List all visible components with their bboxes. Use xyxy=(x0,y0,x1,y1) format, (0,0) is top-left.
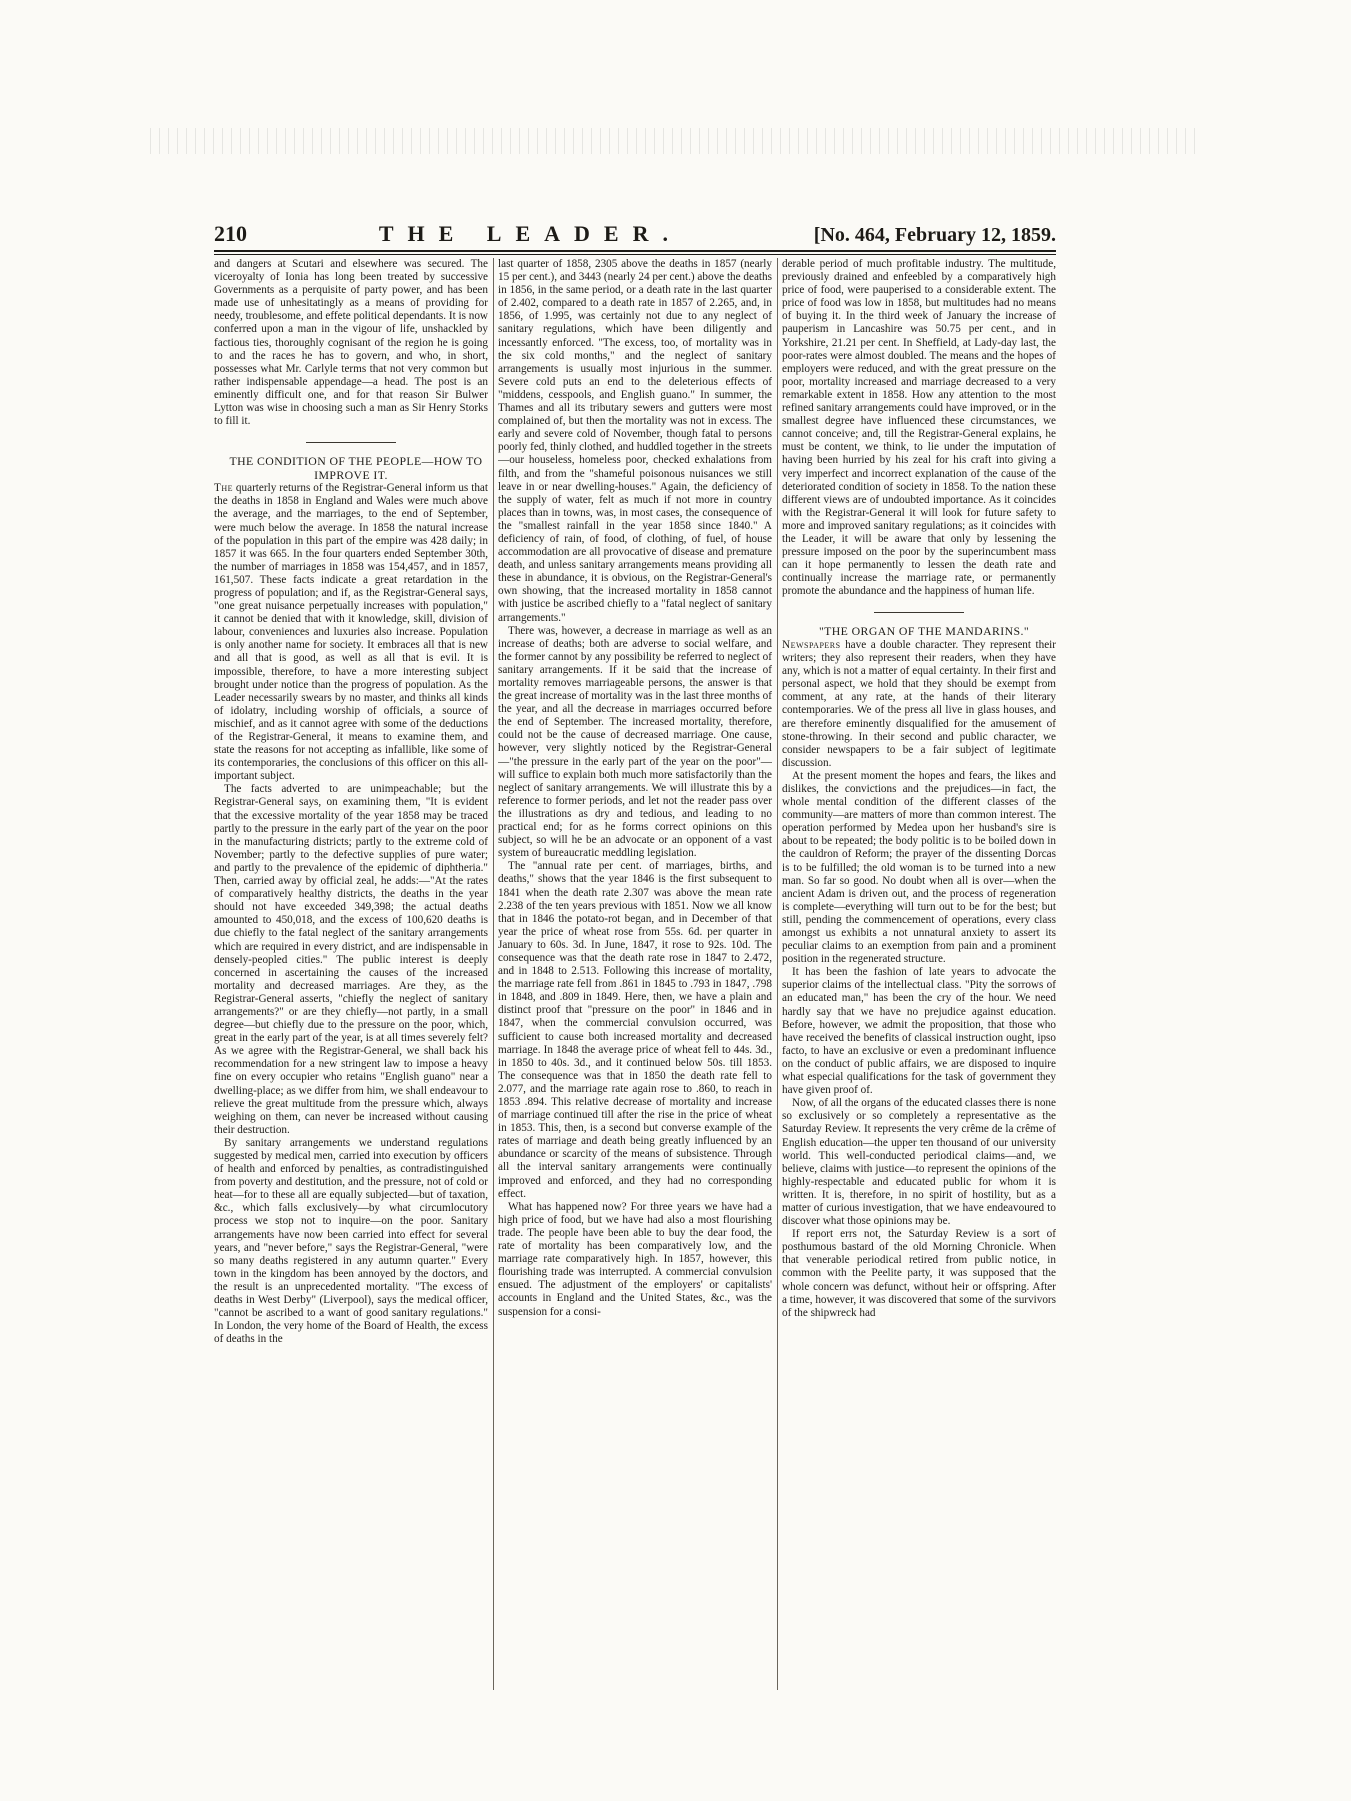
column-1 xyxy=(214,258,488,1690)
paragraph-text: have a double character. They represent their writers; they also represent their readers, when they have any, which is not a matter of equal certainty. In their first and personal aspect, we hold that they should be exempt from comment, at any rate, at the hands of their literary contemporaries. We of the press all live in glass houses, and are therefore eminently disqualified for the amusement of stone-throwing. In their second and public character, we consider newspapers to be a fair subject of legitimate discussion. xyxy=(782,638,1056,769)
issue-date: [No. 464, February 12, 1859. xyxy=(813,224,1056,246)
section-divider xyxy=(874,612,964,613)
column2-paragraph: There was, however, a decrease in marriage as well as an increase of deaths; both are adverse to social welfare, and the former cannot by any possibility be referred to neglect of sanitary arrangements. If it be said that the increase of mortality removes marriageable persons, the answer is that the great increase of mortality was in the last three months of the year, and all the decrease in marriages occurred before the end of September. The increased mortality, therefore, could not be the cause of decreased marriage. One cause, however, very slightly noticed by the Registrar-General—"the pressure in the early part of the year on the poor"—will suffice to explain both much more satisfactorily than the neglect of sanitary arrangements. We will illustrate this by a reference to former periods, and let not the reader pass over the illustrations as dry and tedious, and leading to no practical end; for as he forms correct opinions on this subject, so will he be an advocate or an opponent of a vast system of bureaucratic meddling legislation. xyxy=(498,624,772,860)
article-heading: THE CONDITION OF THE PEOPLE—HOW TO IMPROVE IT. xyxy=(229,454,483,482)
column-3 xyxy=(782,258,1056,1690)
column2-paragraph: The "annual rate per cent. of marriages, births, and deaths," shows that the year 1846 is the first subsequent to 1841 when the death rate 2.307 was above the mean rate 2.238 of the ten years previous with 1851. Now we all know that in 1846 the potato-rot began, and in December of that year the price of wheat rose from 55s. 6d. per quarter in January to 60s. 3d. In June, 1847, it rose to 92s. 10d. The consequence was that the death rate rose in 1847 to 2.472, and in 1848 to 2.513. Following this increase of mortality, the marriage rate fell from .861 in 1845 to .793 in 1847, .798 in 1848, and .809 in 1849. Here, then, we have a plain and distinct proof that "pressure on the poor" in 1846 and in 1847, when the commercial convulsion occurred, was sufficient to cause both increased mortality and decreased marriage. In 1848 the average price of wheat fell to 44s. 3d., in 1850 to 40s. 3d., and it continued below 50s. till 1853. The consequence was that in 1850 the death rate fell to 2.077, and the marriage rate again rose to .860, to reach in 1853 .894. This relative decrease of mortality and increase of marriage continued till after the rise in the price of wheat in 1853. This, then, is a second but converse example of the rates of marriage and death being greatly influenced by an abundance or scarcity of the means of subsistence. Through all the interval sanitary arrangements were continually improved and enforced, and they had no corresponding effect. xyxy=(498,860,772,1200)
column1-paragraph: By sanitary arrangements we understand regulations suggested by medical men, carried into execution by officers of health and enforced by penalties, as contradistinguished from poverty and destitution, and the pressure, not of cold or heat—for to these all are equally subjected—but of taxation, &c., which falls exclusively—by what circumlocutory process we stop not to inquire—on the poor. Sanitary arrangements have now been carried into effect for several years, and "never before," says the Registrar-General, "were so many deaths registered in any autumn quarter." Every town in the kingdom has been annoyed by the doctors, and the result is an unprecedented mortality. "The excess of deaths in West Derby" (Liverpool), says the medical officer, "cannot be ascribed to a want of good sanitary regulations." In London, the very home of the Board of Health, the excess of deaths in the xyxy=(214,1136,488,1346)
scan-noise xyxy=(150,128,1200,154)
column3-paragraph: If report errs not, the Saturday Review is a sort of posthumous bastard of the old Morning Chronicle. When that venerable periodical retired from public notice, in common with the Peelite party, it was supposed that the whole concern was defunct, without heir or offspring. After a time, however, it was discovered that some of the survivors of the shipwreck had xyxy=(782,1228,1056,1319)
column-separator xyxy=(777,258,778,1690)
lead-word: The xyxy=(214,482,233,495)
article-columns xyxy=(214,258,1056,1690)
column1-paragraph xyxy=(214,482,488,783)
column-2 xyxy=(498,258,772,1690)
paragraph-text: quarterly returns of the Registrar-General inform us that the deaths in 1858 in England and Wales were much above the average, and the marriages, to the end of September, were much below the average. In 1858 the natural increase of the population in this part of the empire was 428 daily; in 1857 it was 665. In the four quarters ended September 30th, the number of marriages in 1858 was 154,457, and in 1857, 161,507. These facts indicate a great retardation in the progress of population; and if, as the Registrar-General says, "one great nuisance perpetually increases with population," it cannot be denied that with it knowledge, skill, division of labour, conveniences and luxuries also increase. Population is only another name for society. It embraces all that is new and all that is good, as well as all that is evil. It is impossible, therefore, to have a more interesting subject brought under notice than the progress of population. As the Leader necessarily swears by no master, and thinks all kinds of idolatry, including worship of officials, a source of mischief, and as it cannot agree with some of the deductions of the Registrar-General, it means to examine them, and state the reasons for not accepting as infallible, like some of its contemporaries, the conclusions of this officer on this all-important subject. xyxy=(214,482,488,783)
section-divider xyxy=(306,442,396,443)
lead-word: Newspapers xyxy=(782,638,841,651)
column2-paragraph: last quarter of 1858, 2305 above the deaths in 1857 (nearly 15 per cent.), and 3443 (nearly 24 per cent.) above the deaths in 1856, in the same period, or a death rate in the last quarter of 2.402, compared to a death rate in 1857 of 2.265, and, in 1856, of 1.995, was certainly not due to any neglect of sanitary regulations, which have been diligently and incessantly enforced. "The excess, too, of mortality was in the six cold months," and the neglect of sanitary arrangements is usually most injurious in the summer. Severe cold puts an end to the deleterious effects of "middens, cesspools, and English guano." In summer, the Thames and all its tributary sewers and gutters were most complained of, but then the mortality was not in excess. The early and severe cold of November, though fatal to persons poorly fed, thinly clothed, and huddled together in the streets—our houseless, homeless poor, checked exhalations from filth, and from the "shameful poisonous nuisances we still leave in or near dwelling-houses." Again, the deficiency of the supply of water, felt as much if not more in country places than in towns, was, in most cases, the consequence of the "smallest rainfall in the year 1858 since 1840." A deficiency of rain, of food, of clothing, of fuel, of house accommodation are all provocative of disease and premature death, and unless sanitary arrangements means providing all these in abundance, it is obvious, on the Registrar-General's own showing, that the increased mortality in 1858 cannot with justice be ascribed chiefly to a "fatal neglect of sanitary arrangements." xyxy=(498,258,772,624)
newspaper-title: THE LEADER. xyxy=(378,221,682,246)
column-separator xyxy=(493,258,494,1690)
column3-paragraph: Now, of all the organs of the educated classes there is none so exclusively or so completely a representative as the Saturday Review. It represents the very crême de la crême of English education—the upper ten thousand of our university world. This well-conducted periodical claims—and, we believe, claims with justice—to represent the opinions of the highly-respectable and educated public for whom it is written. It is, therefore, in no spirit of hostility, but as a matter of curious investigation, that we have endeavoured to discover what those opinions may be. xyxy=(782,1097,1056,1228)
column1-paragraph: The facts adverted to are unimpeachable; but the Registrar-General says, on examining them, "It is evident that the excessive mortality of the year 1858 may be traced partly to the pressure in the early part of the year on the poor in the manufacturing districts; partly to the extreme cold of November; partly to the defective supplies of pure water; and partly to the prevalence of the epidemic of diphtheria." Then, carried away by official zeal, he adds:—"At the rates of comparatively healthy districts, the deaths in the year should not have exceeded 349,398; the actual deaths amounted to 450,018, and the excess of 100,620 deaths is due chiefly to the fatal neglect of the sanitary arrangements which are required in every district, and are indispensable in densely-peopled cities." The public interest is deeply concerned in ascertaining the causes of the increased mortality and decreased marriages. Are they, as the Registrar-General asserts, "chiefly the neglect of sanitary arrangements?" or are they chiefly—not partly, in a small degree—but chiefly due to the pressure on the poor, which, great in the early part of the year, is at all times severely felt? As we agree with the Registrar-General, we shall back his recommendation for a new stringent law to impose a heavy fine on every occupier who retains "English guano" near a dwelling-place; as we differ from him, we shall endeavour to relieve the great multitude from the pressure which, always weighing on them, can never be increased without causing their destruction. xyxy=(214,783,488,1136)
page-number: 210 xyxy=(214,221,247,246)
column2-paragraph: What has happened now? For three years we have had a high price of food, but we have had also a most flourishing trade. The people have been able to buy the dear food, the rate of mortality has been comparatively low, and the marriage rate comparatively high. In 1857, however, this flourishing trade was interrupted. A commercial convulsion ensued. The adjustment of the employers' or capitalists' accounts in England and the United States, &c., was the suspension for a consi- xyxy=(498,1200,772,1318)
column1-paragraph: and dangers at Scutari and elsewhere was secured. The viceroyalty of Ionia has long been treated by successive Governments as a perquisite of party power, and has been made use of unhesitatingly as a means of providing for needy, troublesome, and effete political dependants. It is now conferred upon a man in the vigour of life, unshackled by factious ties, thoroughly cognisant of the region he is going to and the races he has to govern, and who, in short, possesses what Mr. Carlyle terms that not very common but rather indispensable appendage—a head. The post is an eminently difficult one, and for that reason Sir Bulwer Lytton was wise in choosing such a man as Sir Henry Storks to fill it. xyxy=(214,258,488,428)
column3-paragraph: At the present moment the hopes and fears, the likes and dislikes, the convictions and the prejudices—in fact, the whole mental condition of the different classes of the community—are matters of more than common interest. The operation performed by Medea upon her husband's sire is about to be repeated; the body politic is to be boiled down in the cauldron of Reform; the prayer of the dissenting Dorcas is to be fulfilled; the old woman is to be turned into a new man. So far so good. No doubt when all is over—when the ancient Adam is driven out, and the process of regeneration is complete—everything will turn out to be for the best; but still, pending the commencement of operations, every class amongst us exhibits a not unnatural anxiety to assert its peculiar claims to an exemption from pain and a prominent position in the regenerated structure. xyxy=(782,769,1056,966)
masthead xyxy=(214,221,1056,249)
masthead-rule-thin xyxy=(214,254,1056,255)
column3-paragraph xyxy=(782,639,1056,770)
article-heading: "THE ORGAN OF THE MANDARINS." xyxy=(818,624,1030,639)
column3-paragraph: derable period of much profitable industry. The multitude, previously drained and enfeebled by a comparatively high price of food, were pauperised to a considerable extent. The price of food was low in 1858, but multitudes had no means of buying it. In the third week of January the increase of pauperism in Lancashire was 50.75 per cent., and in Yorkshire, 21.21 per cent. In Sheffield, at Lady-day last, the poor-rates were almost doubled. The means and the hopes of employers were reduced, and with the great pressure on the poor, mortality increased and marriage decreased to a very remarkable extent in 1858. How any attention to the most refined sanitary arrangements could have improved, or in the smallest degree have influenced these circumstances, we cannot conceive; and, till the Registrar-General explains, he must be content, we think, to lie under the imputation of having been hurried by his zeal for his craft into giving a very imperfect and incorrect explanation of the cause of the deteriorated condition of society in 1858. To the nation these different views are of undoubted importance. As it coincides with the Registrar-General it will look for future safety to more and improved sanitary regulations; as it coincides with the Leader, it will be aware that only by lessening the pressure imposed on the poor by the superincumbent mass can it hope permanently to lessen the death rate and continually increase the marriage rate, or permanently promote the abundance and the happiness of human life. xyxy=(782,258,1056,598)
column3-paragraph: It has been the fashion of late years to advocate the superior claims of the intellectual class. "Pity the sorrows of an educated man," has been the cry of the hour. We need hardly say that we have no prejudice against education. Before, however, we admit the proposition, that those who have received the benefits of classical instruction ought, ipso facto, to have an exclusive or even a predominant influence on the conduct of public affairs, we are disposed to inquire what especial qualifications for the task of government they have given proof of. xyxy=(782,966,1056,1097)
masthead-rule xyxy=(214,250,1056,252)
